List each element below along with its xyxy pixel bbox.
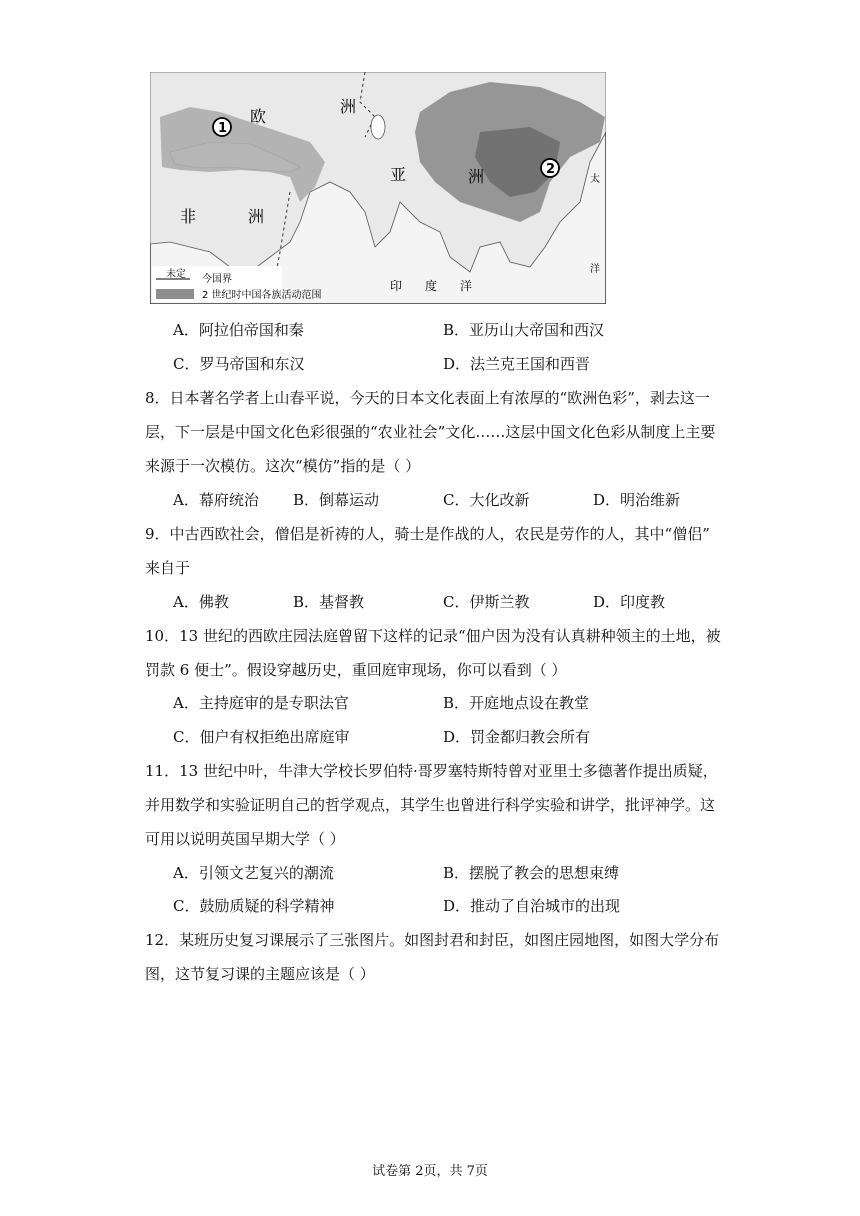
q11-stem-line-2: 并用数学和实验证明自己的哲学观点，其学生也曾进行科学实验和讲学，批评神学。这 [145, 796, 716, 814]
q10-stem-line-1: 10．13 世纪的西欧庄园法庭曾留下这样的记录“佃户因为没有认真耕种领主的土地，被 [145, 627, 721, 645]
q10-option-b[interactable]: B．开庭地点设在教堂 [443, 694, 590, 712]
q10-stem-line-2: 罚款 6 便士”。假设穿越历史，重回庭审现场，你可以看到（ ） [145, 661, 567, 679]
q9-stem-line-1: 9．中古西欧社会，僧侣是祈祷的人，骑士是作战的人，农民是劳作的人，其中“僧侣” [145, 525, 710, 543]
q11-option-d[interactable]: D．推动了自治城市的出现 [443, 897, 621, 915]
map-label-asia-b: 洲 [468, 167, 485, 186]
q9-option-a[interactable]: A．佛教 [173, 593, 229, 611]
q12-stem-line-1: 12．某班历史复习课展示了三张图片。如图封君和封臣，如图庄园地图，如图大学分布 [145, 931, 720, 949]
q10-option-d[interactable]: D．罚金都归教会所有 [443, 728, 591, 746]
page-footer: 试卷第 2页，共 7页 [372, 1164, 488, 1179]
q7-option-c[interactable]: C．罗马帝国和东汉 [173, 355, 305, 373]
q7-option-b[interactable]: B．亚历山大帝国和西汉 [443, 321, 605, 339]
map-label-europe-a: 欧 [250, 107, 267, 126]
q9-option-c[interactable]: C．伊斯兰教 [443, 593, 530, 611]
q11-stem-line-3: 可用以说明英国早期大学（ ） [145, 830, 345, 848]
history-map [150, 72, 606, 304]
map-label-europe-b: 洲 [340, 97, 357, 116]
map-label-asia-a: 亚 [390, 165, 407, 184]
map-label-africa-b: 洲 [248, 207, 265, 226]
q7-option-d[interactable]: D．法兰克王国和西晋 [443, 355, 591, 373]
legend-area-label: 2 世纪时中国各族活动范围 [202, 290, 322, 301]
q11-option-a[interactable]: A．引领文艺复兴的潮流 [173, 864, 334, 882]
q10-option-c[interactable]: C．佃户有权拒绝出席庭审 [173, 728, 350, 746]
legend-border-label: 今国界 [202, 274, 232, 285]
q8-option-c[interactable]: C．大化改新 [443, 491, 530, 509]
q8-stem-line-2: 层，下一层是中国文化色彩很强的“农业社会”文化……这层中国文化色彩从制度上主要 [145, 423, 716, 441]
map-label-pacific-a: 太 [590, 174, 600, 185]
legend-area-swatch [156, 289, 194, 299]
q9-option-d[interactable]: D．印度教 [593, 593, 666, 611]
q11-option-b[interactable]: B．摆脱了教会的思想束缚 [443, 864, 620, 882]
q9-option-b[interactable]: B．基督教 [293, 593, 365, 611]
q8-stem-line-3: 来源于一次模仿。这次“模仿”指的是（ ） [145, 457, 421, 475]
q11-option-c[interactable]: C．鼓励质疑的科学精神 [173, 897, 335, 915]
q7-option-a[interactable]: A．阿拉伯帝国和秦 [173, 321, 304, 339]
q8-stem-line-1: 8．日本著名学者上山春平说，今天的日本文化表面上有浓厚的“欧洲色彩”，剥去这一 [145, 389, 710, 407]
legend-line-label: 未定 [166, 269, 186, 280]
map-label-ocean-c: 洋 [460, 279, 473, 293]
map-label-pacific-b: 洋 [590, 264, 600, 275]
q9-stem-line-2: 来自于 [145, 559, 191, 577]
map-label-ocean-a: 印 [390, 279, 403, 293]
q8-option-d[interactable]: D．明治维新 [593, 491, 681, 509]
q10-option-a[interactable]: A．主持庭审的是专职法官 [173, 694, 349, 712]
q8-option-a[interactable]: A．幕府统治 [173, 491, 259, 509]
map-label-ocean-b: 度 [425, 279, 438, 293]
q12-stem-line-2: 图，这节复习课的主题应该是（ ） [145, 965, 375, 983]
marker-1-label: 1 [218, 121, 228, 136]
marker-2-label: 2 [546, 162, 556, 177]
q8-option-b[interactable]: B．倒幕运动 [293, 491, 380, 509]
q11-stem-line-1: 11．13 世纪中叶，牛津大学校长罗伯特·哥罗塞特斯特曾对亚里士多德著作提出质疑， [145, 762, 718, 780]
map-label-africa-a: 非 [180, 207, 197, 226]
